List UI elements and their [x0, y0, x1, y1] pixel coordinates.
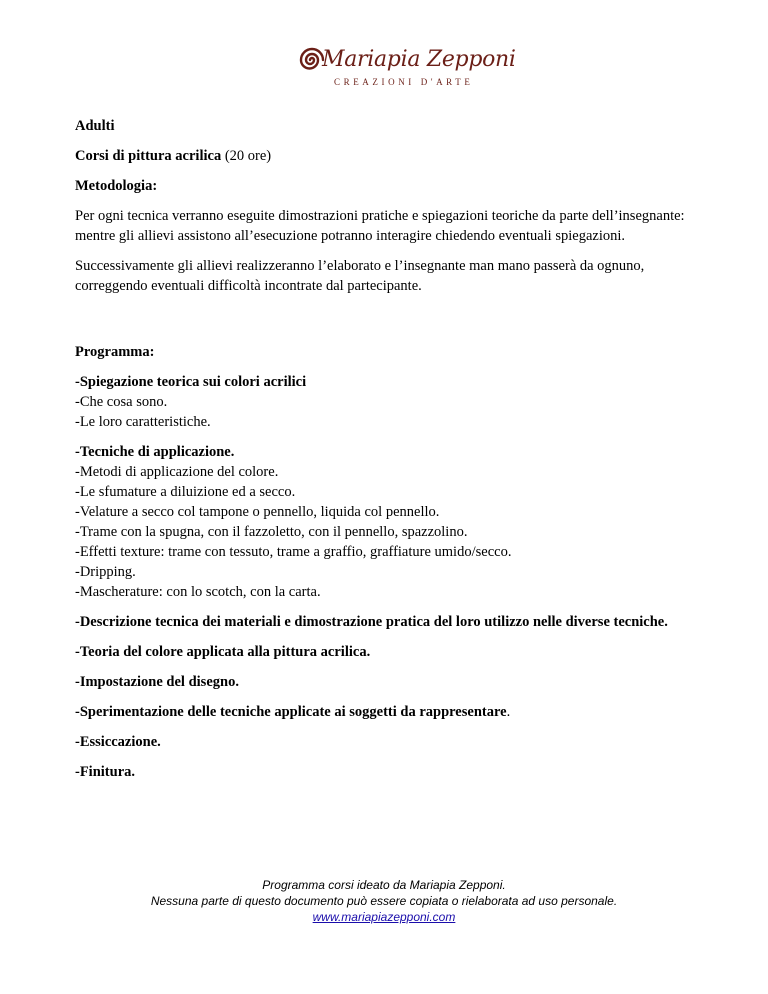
program-section-2	[75, 442, 695, 602]
course-hours: (20 ore)	[221, 148, 272, 164]
section-6-tail: .	[506, 704, 511, 720]
methodology-heading: Metodologia:	[75, 178, 158, 194]
program-section-8: -Finitura.	[75, 764, 136, 780]
methodology-paragraph-2: Successivamente gli allievi realizzeranno l’elaborato e l’insegnante man mano passerà da ognuno, correggendo eventuali difficoltà incontrate dal partecipante.	[75, 258, 645, 294]
logo-tagline: CREAZIONI D'ARTE	[334, 77, 474, 87]
program-section-3: -Descrizione tecnica dei materiali e dimostrazione pratica del loro utilizzo nelle diverse tecniche.	[75, 614, 668, 630]
list-item: -Dripping.	[75, 564, 136, 580]
program-section-4: -Teoria del colore applicata alla pittura acrilica.	[75, 644, 371, 660]
list-item: -Velature a secco col tampone o pennello, liquida col pennello.	[75, 504, 440, 520]
course-line	[75, 146, 695, 166]
footer-line-1: Programma corsi ideato da Mariapia Zepponi.	[262, 878, 506, 892]
course-title: Corsi di pittura acrilica	[75, 148, 222, 164]
program-section-1	[75, 372, 695, 432]
section-title: -Spiegazione teorica sui colori acrilici	[75, 374, 307, 390]
list-item: -Metodi di applicazione del colore.	[75, 464, 279, 480]
list-item: -Trame con la spugna, con il fazzoletto, con il pennello, spazzolino.	[75, 524, 468, 540]
program-section-6	[75, 702, 695, 722]
website-link[interactable]: www.mariapiazepponi.com	[312, 910, 456, 924]
list-item: -Mascherature: con lo scotch, con la carta.	[75, 584, 321, 600]
brand-logo	[292, 40, 516, 90]
heading-adulti: Adulti	[75, 118, 115, 134]
logo-name: Mariapia Zepponi	[322, 47, 516, 72]
document-body	[75, 116, 695, 782]
program-section-7: -Essiccazione.	[75, 734, 161, 750]
list-item: -Le loro caratteristiche.	[75, 414, 211, 430]
section-title: -Tecniche di applicazione.	[75, 444, 235, 460]
list-item: -Effetti texture: trame con tessuto, trame a graffio, graffiature umido/secco.	[75, 544, 512, 560]
list-item: -Le sfumature a diluizione ed a secco.	[75, 484, 296, 500]
page-footer	[0, 877, 768, 925]
footer-line-2: Nessuna parte di questo documento può essere copiata o rielaborata ad uso personale.	[150, 894, 618, 908]
section-6-text: -Sperimentazione delle tecniche applicate ai soggetti da rappresentare	[75, 704, 507, 720]
methodology-paragraph-1: Per ogni tecnica verranno eseguite dimostrazioni pratiche e spiegazioni teoriche da parte dell’insegnante: mentre gli allievi assistono all’esecuzione potranno interagire chiedendo eventuali spiegazioni.	[75, 208, 685, 244]
program-heading: Programma:	[75, 344, 155, 360]
program-section-5: -Impostazione del disegno.	[75, 674, 239, 690]
list-item: -Che cosa sono.	[75, 394, 168, 410]
